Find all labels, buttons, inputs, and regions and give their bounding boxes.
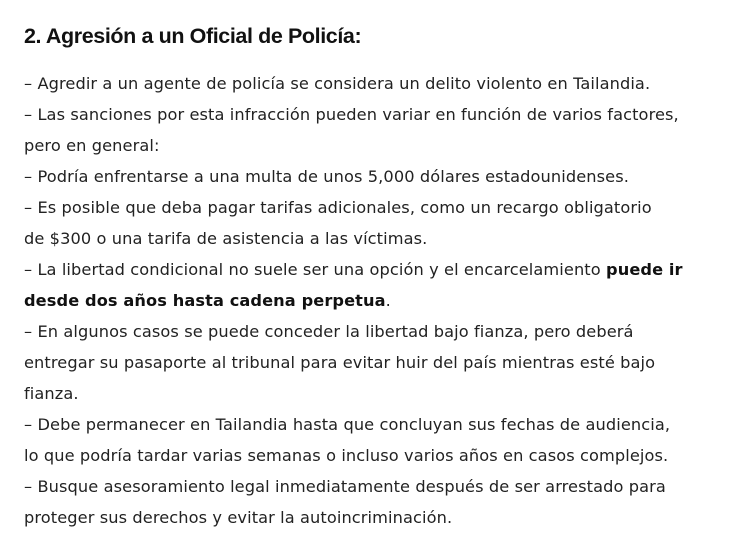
body-line: – Es posible que deba pagar tarifas adicionales, como un recargo obligatorio	[24, 198, 652, 217]
bold-emphasis: desde dos años hasta cadena perpetua	[24, 291, 386, 310]
body-line: lo que podría tardar varias semanas o incluso varios años en casos complejos.	[24, 446, 669, 465]
body-line: – Podría enfrentarse a una multa de unos 5,000 dólares estadounidenses.	[24, 167, 630, 186]
body-line	[24, 285, 724, 316]
body-line	[24, 254, 724, 285]
section-body	[24, 68, 724, 533]
body-line: de $300 o una tarifa de asistencia a las víctimas.	[24, 229, 428, 248]
body-line: – En algunos casos se puede conceder la libertad bajo fianza, pero deberá	[24, 322, 634, 341]
body-line: fianza.	[24, 384, 79, 403]
body-line: – Busque asesoramiento legal inmediatamente después de ser arrestado para	[24, 477, 666, 496]
body-line: pero en general:	[24, 136, 160, 155]
body-line: proteger sus derechos y evitar la autoincriminación.	[24, 508, 453, 527]
body-text-run: – La libertad condicional no suele ser una opción y el encarcelamiento	[24, 260, 607, 279]
section-heading: 2. Agresión a un Oficial de Policía:	[24, 24, 362, 48]
body-text-run: .	[385, 291, 391, 310]
body-line: – Debe permanecer en Tailandia hasta que concluyan sus fechas de audiencia,	[24, 415, 671, 434]
article-section	[24, 20, 724, 533]
body-line: entregar su pasaporte al tribunal para evitar huir del país mientras esté bajo	[24, 353, 656, 372]
body-line: – Agredir a un agente de policía se considera un delito violento en Tailandia.	[24, 74, 651, 93]
body-line: – Las sanciones por esta infracción pueden variar en función de varios factores,	[24, 105, 679, 124]
bold-emphasis: puede ir	[606, 260, 683, 279]
